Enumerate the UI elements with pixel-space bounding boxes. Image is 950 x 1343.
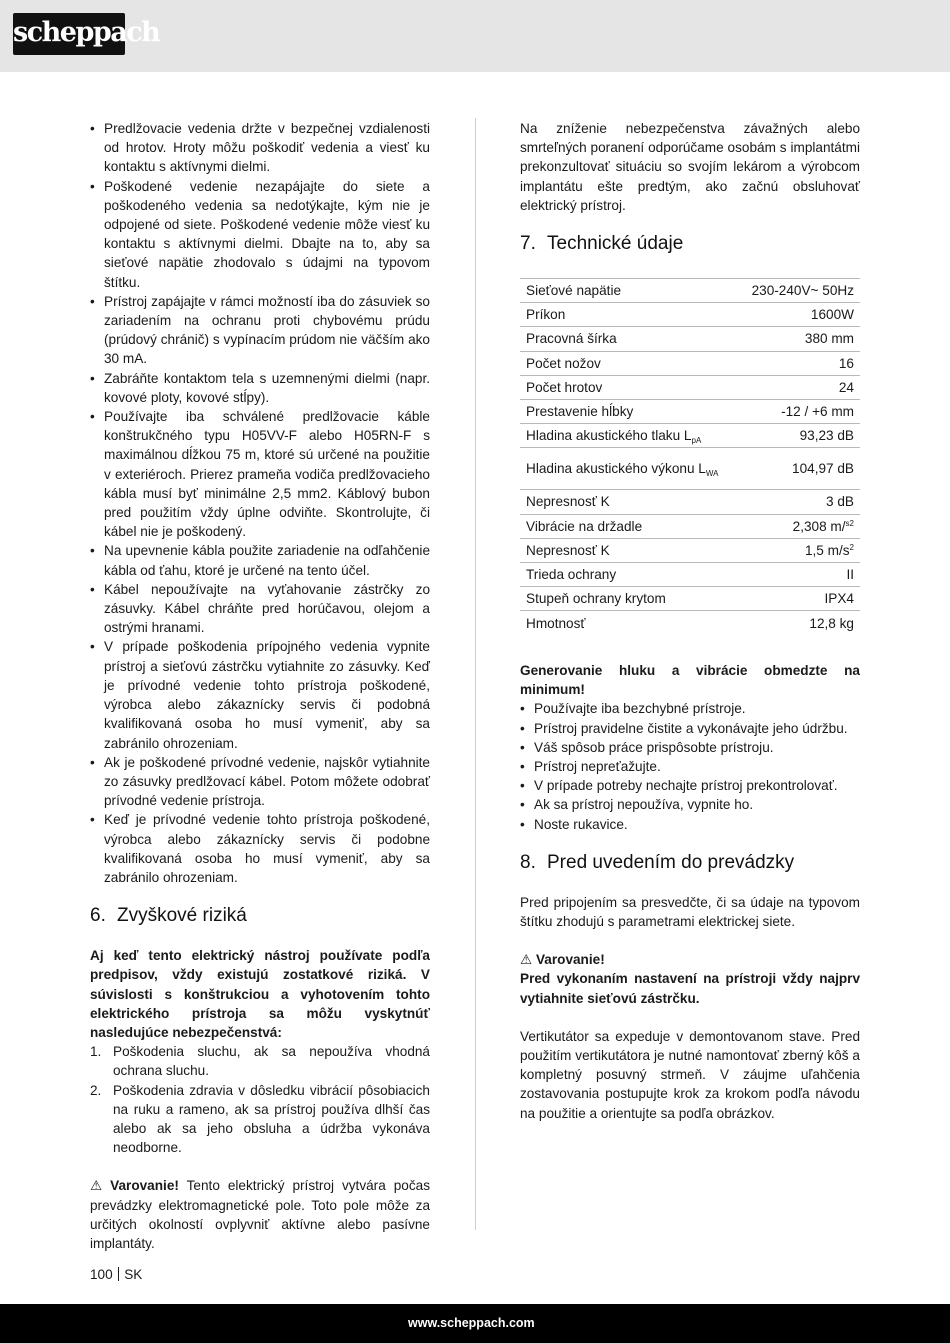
list-item: • Prístroj nepreťažujte. [520, 757, 860, 776]
noise-heading: Generovanie hluku a vibrácie obmedzte na minimum! [520, 662, 860, 698]
warning-icon: ⚠ [90, 1178, 103, 1194]
implant-note: Na zníženie nebezpečenstva závažných alebo smrteľných poranení odporúčame osobám s implantátmi prekonzultovať situáciu so svojím lekárom a výrobcom implantátu ešte predtým, ako začnú obsluhovať elektrický prístroj. [520, 121, 860, 213]
list-item: • V prípade potreby nechajte prístroj prekontrolovať. [520, 776, 860, 795]
list-item: • Noste rukavice. [520, 815, 860, 834]
table-row [520, 563, 860, 587]
warning-icon: ⚠ [520, 952, 533, 968]
spec-value: 2,308 m/$^{s2}$ [738, 514, 860, 538]
list-item: • Na upevnenie kábla použite zariadenie na odľahčenie kábla od ťahu, ktoré je určené na tento účel. [90, 541, 430, 579]
spec-value: 93,23 dB [738, 424, 860, 448]
list-item: • V prípade poškodenia prípojného vedenia vypnite prístroj a sieťovú zástrčku vytiahnite zo zásuvky. Keď je prívodné vedenie tohto prístroja poškodené, výrobca alebo zákaznícky servis či podobná kvalifikovaná osoba ho musí vymeniť, aby sa zabránilo ohrozeniam. [90, 637, 430, 752]
spec-label: Hmotnosť [526, 615, 586, 631]
unplug-warning-label [520, 950, 860, 969]
list-item: • Používajte iba schválené predlžovacie káble konštrukčného typu H05VV-F alebo H05RN-F s maximálnou dĺžkou 75 m, ktoré sú určené na použitie v exteriéroch. Prierez prameňa vodiča predlžovacieho kábla musí byť minimálne 2,5 mm2. Káblový bubon pred použitím vždy úplne odviňte. Skontrolujte, či kábel nie je poškodený. [90, 407, 430, 541]
table-row [520, 400, 860, 424]
header-bar [0, 0, 950, 72]
spec-label: Vibrácie na držadle [520, 514, 738, 538]
spec-value: 104,97 dB [738, 448, 860, 490]
emf-warning [90, 1176, 430, 1253]
table-row [520, 279, 860, 303]
spec-label: Počet nožov [520, 351, 738, 375]
section-title: Pred uvedením do prevádzky [547, 851, 795, 873]
website-link[interactable]: www.scheppach.com [408, 1316, 535, 1330]
spec-label: Hladina akustického výkonu $L_{WA}$ [520, 448, 738, 490]
spec-value: 12,8 kg [809, 615, 854, 631]
spec-label: Počet hrotov [520, 375, 738, 399]
spec-value: 380 mm [738, 327, 860, 351]
spec-value: IPX4 [738, 587, 860, 611]
spec-label: Nepresnosť K [520, 538, 738, 562]
list-item: • Ak sa prístroj nepoužíva, vypnite ho. [520, 795, 860, 814]
section-8-heading [520, 851, 860, 875]
section-number: 7. [520, 233, 536, 255]
list-item: • Používajte iba bezchybné prístroje. [520, 699, 860, 718]
residual-risk-intro: Aj keď tento elektrický nástroj používate podľa predpisov, vždy existujú zostatkové riziká. V súvislosti s konštrukciou a vyhotovením tohto elektrického prístroja sa môžu vyskytnúť nasledujúce nebezpečenstvá: [90, 948, 430, 1040]
table-row [520, 375, 860, 399]
list-item: • Ak je poškodené prívodné vedenie, najskôr vytiahnite zo zásuvky predlžovací kábel. Potom môžete odobrať prívodné vedenie prístroja. [90, 753, 430, 811]
section-number: 8. [520, 851, 536, 873]
table-row [520, 611, 860, 635]
list-item: • Kábel nepoužívajte na vyťahovanie zástrčky zo zásuvky. Kábel chráňte pred horúčavou, olejom a ostrými hranami. [90, 580, 430, 638]
table-row [520, 448, 860, 490]
nameplate-check: Pred pripojením sa presvedčte, či sa údaje na typovom štítku zhodujú s parametrami elektrickej siete. [520, 894, 860, 929]
list-item: • Váš spôsob práce prispôsobte prístroju. [520, 738, 860, 757]
table-row [520, 587, 860, 611]
spec-label: Trieda ochrany [520, 563, 738, 587]
spec-value: II [738, 563, 860, 587]
spec-value: 16 [738, 351, 860, 375]
unplug-warning-text: Pred vykonaním nastavení na prístroji vždy najprv vytiahnite sieťovú zástrčku. [520, 971, 860, 1006]
list-item: • Keď je prívodné vedenie tohto prístroja poškodené, výrobca alebo zákaznícky servis či podobne kvalifikovaná osoba ho musí vymeniť, aby sa zabránilo ohrozeniam. [90, 810, 430, 887]
risk-list [90, 1042, 430, 1157]
spec-label: Sieťové napätie [520, 279, 738, 303]
safety-bullet-list [90, 119, 430, 887]
list-item: • Prístroj zapájajte v rámci možností iba do zásuviek so zariadením na ochranu proti chybovému prúdu (prúdový chránič) s vypínacím prúdom nie väčším ako 30 mA. [90, 292, 430, 369]
section-number: 6. [90, 905, 106, 927]
technical-data-table [520, 278, 860, 635]
assembly-note: Vertikutátor sa expeduje v demontovanom stave. Pred použitím vertikutátora je nutné namontovať zberný kôš a kompletný posuvný strmeň. V záujme uľahčenia zostavovania postupujte krok za krokom podľa návodu na použitie a orientujte sa podľa obrázkov. [520, 1028, 860, 1121]
spec-label: Príkon [520, 303, 738, 327]
list-item: • Prístroj pravidelne čistite a vykonávajte jeho údržbu. [520, 719, 860, 738]
right-column [520, 119, 860, 1123]
table-row [520, 490, 860, 514]
table-row [520, 424, 860, 448]
section-6-heading [90, 904, 430, 928]
table-row [520, 327, 860, 351]
column-divider [475, 118, 476, 1230]
list-item: • Predlžovacie vedenia držte v bezpečnej vzdialenosti od hrotov. Hroty môžu poškodiť vedenia a viesť ku kontaktu s aktívnymi dielmi. [90, 119, 430, 177]
table-row [520, 538, 860, 562]
spec-value: 1600W [738, 303, 860, 327]
spec-label: Prestavenie hĺbky [520, 400, 738, 424]
warning-label: Varovanie! [535, 952, 605, 968]
table-row [520, 303, 860, 327]
noise-bullet-list [520, 699, 860, 833]
spec-value: 230-240V~ 50Hz [738, 279, 860, 303]
brand-logo: scheppach [13, 13, 125, 55]
left-column [90, 119, 430, 1253]
separator [118, 1267, 120, 1281]
warning-text: Tento elektrický prístroj vytvára počas prevádzky elektromagnetické pole. Toto pole môže za určitých okolností ovplyvniť aktívne alebo pasívne implantáty. [90, 1178, 431, 1251]
spec-value: 1,5 $m/s^2$ [738, 538, 860, 562]
spec-value: 3 dB [738, 490, 860, 514]
spec-label: Stupeň ochrany krytom [520, 587, 738, 611]
section-title: Technické údaje [547, 233, 684, 255]
spec-value: -12 / +6 mm [738, 400, 860, 424]
spec-label: Nepresnosť K [520, 490, 738, 514]
spec-label: Pracovná šírka [520, 327, 738, 351]
list-item: • Poškodené vedenie nezapájajte do siete a poškodeného vedenia sa nedotýkajte, kým nie je odpojené od siete. Poškodené vedenie môže viesť ku kontaktu s aktívnymi dielmi. Dbajte na to, aby sa sieťové napätie zhodovalo s údajmi na typovom štítku. [90, 177, 430, 292]
spec-label: Hladina akustického tlaku $L_{pA}$ [520, 424, 738, 448]
list-item: • Zabráňte kontaktom tela s uzemnenými dielmi (napr. kovové ploty, kovové stĺpy). [90, 369, 430, 407]
page-number: 100 SK [90, 1267, 143, 1282]
list-item: 1. Poškodenia sluchu, ak sa nepoužíva vhodná ochrana sluchu. [90, 1044, 430, 1079]
section-7-heading [520, 232, 860, 256]
table-row [520, 514, 860, 538]
table-row [520, 351, 860, 375]
section-title: Zvyškové riziká [117, 905, 247, 927]
warning-label: Varovanie! [110, 1178, 179, 1194]
spec-value: 24 [738, 375, 860, 399]
list-item: 2. Poškodenia zdravia v dôsledku vibrácií pôsobiacich na ruku a rameno, ak sa prístroj používa dlhší čas alebo ak sa jeho obsluha a údržba vykonáva neodborne. [90, 1082, 430, 1156]
